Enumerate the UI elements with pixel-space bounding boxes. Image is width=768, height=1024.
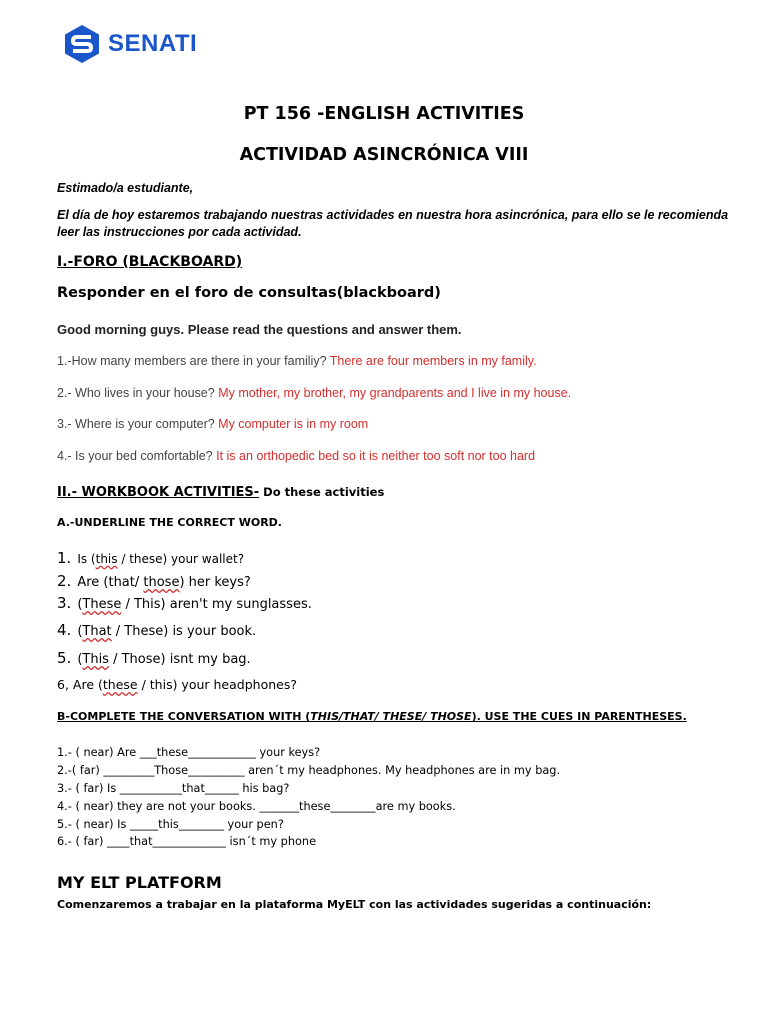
question-text: 1.-How many members are there in your familiy? bbox=[57, 354, 330, 368]
intro-paragraph: El día de hoy estaremos trabajando nuestras actividades en nuestra hora asincrónica, para ello se le recomienda leer las instrucciones por cada actividad. bbox=[57, 208, 729, 239]
answer-text: My mother, my brother, my grandparents and I live in my house. bbox=[218, 386, 572, 400]
question-text: 4.- Is your bed comfortable? bbox=[57, 449, 217, 463]
item-post: / these) your wallet? bbox=[117, 552, 245, 566]
section-workbook-heading bbox=[57, 481, 384, 500]
part-a-heading: A.-UNDERLINE THE CORRECT WORD. bbox=[57, 516, 282, 529]
item-pre: ( bbox=[77, 597, 83, 612]
item-post: / Those) isnt my bag. bbox=[108, 652, 251, 667]
answer-text: My computer is in my room bbox=[218, 417, 369, 431]
platform-text: Comenzaremos a trabajar en la plataforma MyELT con las actividades sugeridas a continuación: bbox=[57, 898, 652, 911]
part-b-heading-post: ). USE THE CUES IN PARENTHESES. bbox=[471, 710, 687, 723]
platform-heading: MY ELT PLATFORM bbox=[57, 873, 222, 892]
forum-subheading: Responder en el foro de consultas(blackboard) bbox=[57, 285, 441, 301]
item-number: 1. bbox=[57, 549, 72, 567]
activity-title: ACTIVIDAD ASINCRÓNICA VIII bbox=[239, 145, 529, 165]
part-b-heading-pre: B-COMPLETE THE CONVERSATION WITH ( bbox=[57, 710, 311, 723]
item-pre: ( bbox=[77, 624, 83, 639]
exercise-item bbox=[57, 649, 251, 667]
item-post: / this) your headphones? bbox=[137, 677, 297, 692]
senati-logo bbox=[62, 24, 197, 64]
conversation-line: 1.- ( near) Are ___these____________ your keys? bbox=[57, 746, 321, 759]
exercise-item bbox=[57, 677, 297, 692]
item-number: 4. bbox=[57, 621, 72, 639]
marked-word: These bbox=[82, 597, 122, 612]
conversation-line: 5.- ( near) Is _____this________ your pen? bbox=[57, 818, 284, 831]
workbook-heading-text: II.- WORKBOOK ACTIVITIES- bbox=[57, 485, 260, 500]
marked-word: these bbox=[102, 677, 138, 692]
question-text: 2.- Who lives in your house? bbox=[57, 386, 219, 400]
item-number: 5. bbox=[57, 649, 72, 667]
part-b-heading-italic: THIS/THAT/ THESE/ THOSE bbox=[310, 710, 472, 723]
conversation-line: 3.- ( far) Is ___________that______ his bag? bbox=[57, 782, 290, 795]
item-pre: Is ( bbox=[77, 552, 96, 566]
conversation-line: 4.- ( near) they are not your books. _______these________are my books. bbox=[57, 800, 456, 813]
item-post: / This) aren't my sunglasses. bbox=[121, 597, 312, 612]
marked-word: those bbox=[143, 575, 180, 590]
item-pre: Are (that/ bbox=[77, 575, 144, 590]
forum-prompt: Good morning guys. Please read the questions and answer them. bbox=[57, 322, 462, 337]
question-2 bbox=[57, 386, 571, 400]
conversation-line: 6.- ( far) ____that_____________ isn´t my phone bbox=[57, 835, 317, 848]
item-pre: Are ( bbox=[72, 677, 103, 692]
item-number: 2. bbox=[57, 572, 72, 590]
conversation-line: 2.-( far) _________Those__________ aren´t my headphones. My headphones are in my bag. bbox=[57, 764, 561, 777]
item-pre: ( bbox=[77, 652, 83, 667]
exercise-item bbox=[57, 549, 244, 567]
answer-text: It is an orthopedic bed so it is neither too soft nor too hard bbox=[216, 449, 536, 463]
section-forum-heading: I.-FORO (BLACKBOARD) bbox=[57, 254, 243, 270]
item-post: ) her keys? bbox=[179, 575, 251, 590]
question-4 bbox=[57, 449, 535, 463]
exercise-item bbox=[57, 594, 312, 612]
item-post: / These) is your book. bbox=[111, 624, 257, 639]
item-number: 6, bbox=[57, 677, 69, 692]
item-number: 3. bbox=[57, 594, 72, 612]
part-b-heading bbox=[57, 710, 687, 723]
senati-emblem-icon bbox=[62, 24, 102, 64]
marked-word: That bbox=[82, 624, 112, 639]
answer-text: There are four members in my family. bbox=[329, 354, 537, 368]
question-1 bbox=[57, 354, 537, 368]
document-title: PT 156 -ENGLISH ACTIVITIES bbox=[243, 104, 525, 124]
marked-word: This bbox=[82, 652, 109, 667]
exercise-item bbox=[57, 621, 256, 639]
question-3 bbox=[57, 417, 368, 431]
workbook-heading-suffix: Do these activities bbox=[259, 485, 385, 499]
question-text: 3.- Where is your computer? bbox=[57, 417, 219, 431]
brand-name: SENATI bbox=[108, 30, 198, 57]
marked-word: this bbox=[95, 552, 118, 566]
greeting: Estimado/a estudiante, bbox=[57, 181, 194, 195]
exercise-item bbox=[57, 572, 251, 590]
